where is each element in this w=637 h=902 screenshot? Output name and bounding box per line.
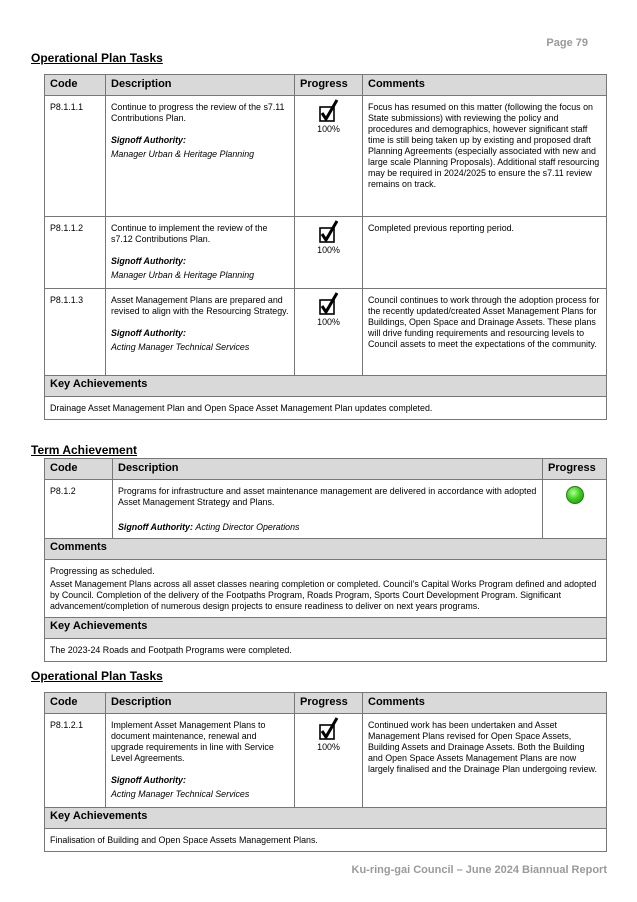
- term-description-text: Programs for infrastructure and asset maintenance management are delivered in accordance with adopted Asset Management Strategy and Plans.: [118, 486, 537, 507]
- header-code: Code: [45, 693, 106, 714]
- table-header-row: [45, 459, 607, 480]
- header-code: Code: [45, 459, 113, 480]
- green-status-dot-icon: [566, 486, 584, 504]
- checkbox-tick-icon: [318, 291, 340, 317]
- key-achievements-row: [45, 397, 607, 420]
- section-title-operational-plan-tasks: Operational Plan Tasks: [31, 51, 163, 65]
- key-achievements-text: Finalisation of Building and Open Space Assets Management Plans.: [45, 829, 607, 852]
- task-code: P8.1.2.1: [45, 714, 106, 808]
- table-row: [45, 714, 607, 808]
- term-achievement-table: [44, 458, 607, 662]
- term-code: P8.1.2: [45, 480, 113, 539]
- key-achievements-text: The 2023-24 Roads and Footpath Programs were completed.: [45, 639, 607, 662]
- signoff-label: Signoff Authority:: [118, 522, 193, 532]
- signoff-authority: Acting Director Operations: [195, 522, 300, 532]
- term-comments-line-1: Progressing as scheduled.: [50, 566, 155, 576]
- signoff-authority: Acting Manager Technical Services: [111, 789, 250, 799]
- term-description: [113, 480, 543, 539]
- header-description: Description: [106, 75, 295, 96]
- term-signoff: [118, 522, 537, 533]
- comments-header-row: [45, 539, 607, 560]
- task-progress: [295, 289, 363, 376]
- header-progress: Progress: [295, 693, 363, 714]
- report-footer: Ku-ring-gai Council – June 2024 Biannual Report: [351, 864, 607, 876]
- progress-percent: 100%: [317, 124, 340, 134]
- comments-heading: Comments: [45, 539, 607, 560]
- signoff-label: Signoff Authority:: [111, 256, 186, 266]
- term-comments: [45, 560, 607, 618]
- header-comments: Comments: [363, 75, 607, 96]
- task-description-text: Continue to implement the review of the s7.12 Contributions Plan.: [111, 223, 268, 244]
- task-progress: [295, 217, 363, 289]
- task-progress: [295, 714, 363, 808]
- task-description: [106, 289, 295, 376]
- task-code: P8.1.1.1: [45, 96, 106, 217]
- task-comment: Council continues to work through the adoption process for the recently updated/created Asset Management Plans for Buildings, Open Space and Drainage Assets. These plans will drive funding requirements and resourcing levels to Council assets to meet the expectations of the community.: [363, 289, 607, 376]
- progress-percent: 100%: [317, 742, 340, 752]
- operational-plan-table-2: [44, 692, 607, 852]
- header-progress: Progress: [543, 459, 607, 480]
- header-description: Description: [106, 693, 295, 714]
- header-description: Description: [113, 459, 543, 480]
- table-row: [45, 96, 607, 217]
- key-achievements-header-row: [45, 808, 607, 829]
- task-progress: [295, 96, 363, 217]
- task-code: P8.1.1.2: [45, 217, 106, 289]
- header-code: Code: [45, 75, 106, 96]
- task-description: [106, 217, 295, 289]
- signoff-authority: Acting Manager Technical Services: [111, 342, 250, 352]
- signoff-label: Signoff Authority:: [111, 775, 186, 785]
- operational-plan-table-1: [44, 74, 607, 420]
- key-achievements-header-row: [45, 618, 607, 639]
- task-comment: Continued work has been undertaken and Asset Management Plans revised for Open Space Assets, Building Assets and Drainage Assets. Both the Building and Open Space Assets Management Plans are now largely finalised and the Drainage Plan undergoing review.: [363, 714, 607, 808]
- section-title-term-achievement: Term Achievement: [31, 443, 138, 457]
- signoff-label: Signoff Authority:: [111, 328, 186, 338]
- page-number: Page 79: [546, 37, 588, 49]
- progress-percent: 100%: [317, 245, 340, 255]
- comments-row: [45, 560, 607, 618]
- task-description-text: Implement Asset Management Plans to document maintenance, renewal and upgrade requirements in line with Service Level Agreements.: [111, 720, 274, 763]
- progress-percent: 100%: [317, 317, 340, 327]
- key-achievements-text: Drainage Asset Management Plan and Open Space Asset Management Plan updates completed.: [45, 397, 607, 420]
- key-achievements-heading: Key Achievements: [45, 618, 607, 639]
- signoff-authority: Manager Urban & Heritage Planning: [111, 270, 255, 280]
- term-comments-line-2: Asset Management Plans across all asset classes nearing completion or completed. Council’s Capital Works Program defined and adopted by Council. Completion of the delivery of the Footpaths Program, Roads Program, Sports Court Development Program. Significant advancement/completion of numerous design projects to ensure readiness to deliver on next years programs.: [50, 579, 597, 611]
- header-progress: Progress: [295, 75, 363, 96]
- task-description: [106, 96, 295, 217]
- signoff-authority: Manager Urban & Heritage Planning: [111, 149, 255, 159]
- task-comment: Focus has resumed on this matter (following the focus on State submissions) with reviewing the policy and procedures and demographics, however significant staff time is still being taken up by existing and proposed draft Planning Agreements (especially associated with new and large scale Planning Proposals). Additional staff resourcing may be required in 2024/2025 to ensure the s7.11 review remains on track.: [363, 96, 607, 217]
- key-achievements-row: [45, 829, 607, 852]
- key-achievements-heading: Key Achievements: [45, 808, 607, 829]
- key-achievements-row: [45, 639, 607, 662]
- task-description-text: Continue to progress the review of the s7.11 Contributions Plan.: [111, 102, 285, 123]
- table-row: [45, 217, 607, 289]
- checkbox-tick-icon: [318, 98, 340, 124]
- signoff-label: Signoff Authority:: [111, 135, 186, 145]
- checkbox-tick-icon: [318, 219, 340, 245]
- term-progress: [543, 480, 607, 539]
- table-header-row: [45, 75, 607, 96]
- table-row: [45, 480, 607, 539]
- table-row: [45, 289, 607, 376]
- task-comment: Completed previous reporting period.: [363, 217, 607, 289]
- table-header-row: [45, 693, 607, 714]
- task-description: [106, 714, 295, 808]
- task-code: P8.1.1.3: [45, 289, 106, 376]
- checkbox-tick-icon: [318, 716, 340, 742]
- header-comments: Comments: [363, 693, 607, 714]
- key-achievements-header-row: [45, 376, 607, 397]
- section-title-operational-plan-tasks-2: Operational Plan Tasks: [31, 669, 163, 683]
- task-description-text: Asset Management Plans are prepared and revised to align with the Resourcing Strategy.: [111, 295, 289, 316]
- key-achievements-heading: Key Achievements: [45, 376, 607, 397]
